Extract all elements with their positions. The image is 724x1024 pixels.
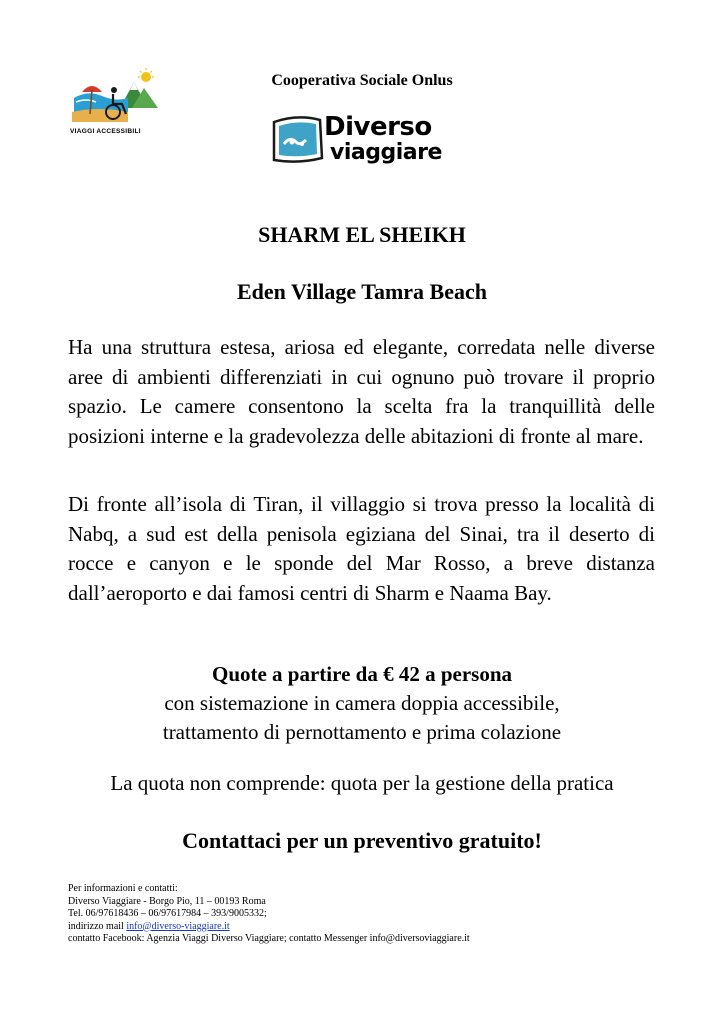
email-link[interactable]: info@diverso-viaggiare.it (126, 920, 230, 932)
call-to-action: Contattaci per un preventivo gratuito! (182, 828, 542, 853)
diverso-viaggiare-logo (272, 114, 452, 174)
wave-tile-icon (272, 114, 324, 166)
price-detail-room: con sistemazione in camera doppia accessibile, (164, 691, 560, 715)
price-heading: Quote a partire da € 42 a persona (211, 662, 513, 686)
price-exclusion: La quota non comprende: quota per la gestione della pratica (110, 771, 614, 795)
description-paragraph: Ha una struttura estesa, ariosa ed elegante, corredata nelle diverse aree di ambienti differenziati in cui ognuno può trovare il proprio spazio. Le camere consentono la scelta fra la tranquillità delle posizioni interne e la gradevolezza delle abitazioni di fronte al mare. (68, 335, 655, 448)
logo-caption: VIAGGI ACCESSIBILI (70, 128, 141, 135)
footer-mail-label: indirizzo mail (68, 920, 127, 932)
footer-phones: Tel. 06/97618436 – 06/97617984 – 393/9005332; (68, 908, 267, 919)
brand-word-diverso: Diverso (324, 112, 432, 142)
footer-mail-row (68, 921, 668, 934)
hotel-title: Eden Village Tamra Beach (237, 279, 487, 304)
destination-title: SHARM EL SHEIKH (258, 222, 466, 247)
price-detail-board: trattamento di pernottamento e prima colazione (162, 720, 562, 744)
footer-address: Diverso Viaggiare - Borgo Pio, 11 – 00193 Roma (68, 895, 266, 907)
organization-name: Cooperativa Sociale Onlus (271, 72, 453, 89)
footer-social: contatto Facebook: Agenzia Viaggi Diverso Viaggiare; contatto Messenger info@diversoviaggiare.it (68, 933, 470, 944)
footer-heading: Per informazioni e contatti: (68, 883, 178, 894)
contact-footer (68, 883, 668, 946)
location-paragraph: Di fronte all’isola di Tiran, il villaggio si trova presso la località di Nabq, a sud est della penisola egiziana del Sinai, tra il deserto di rocce e canyon e le sponde del Mar Rosso, a breve distanza dall’aeroporto e dai famosi centri di Sharm e Naama Bay. (68, 492, 655, 605)
brand-word-viaggiare: viaggiare (330, 140, 442, 165)
